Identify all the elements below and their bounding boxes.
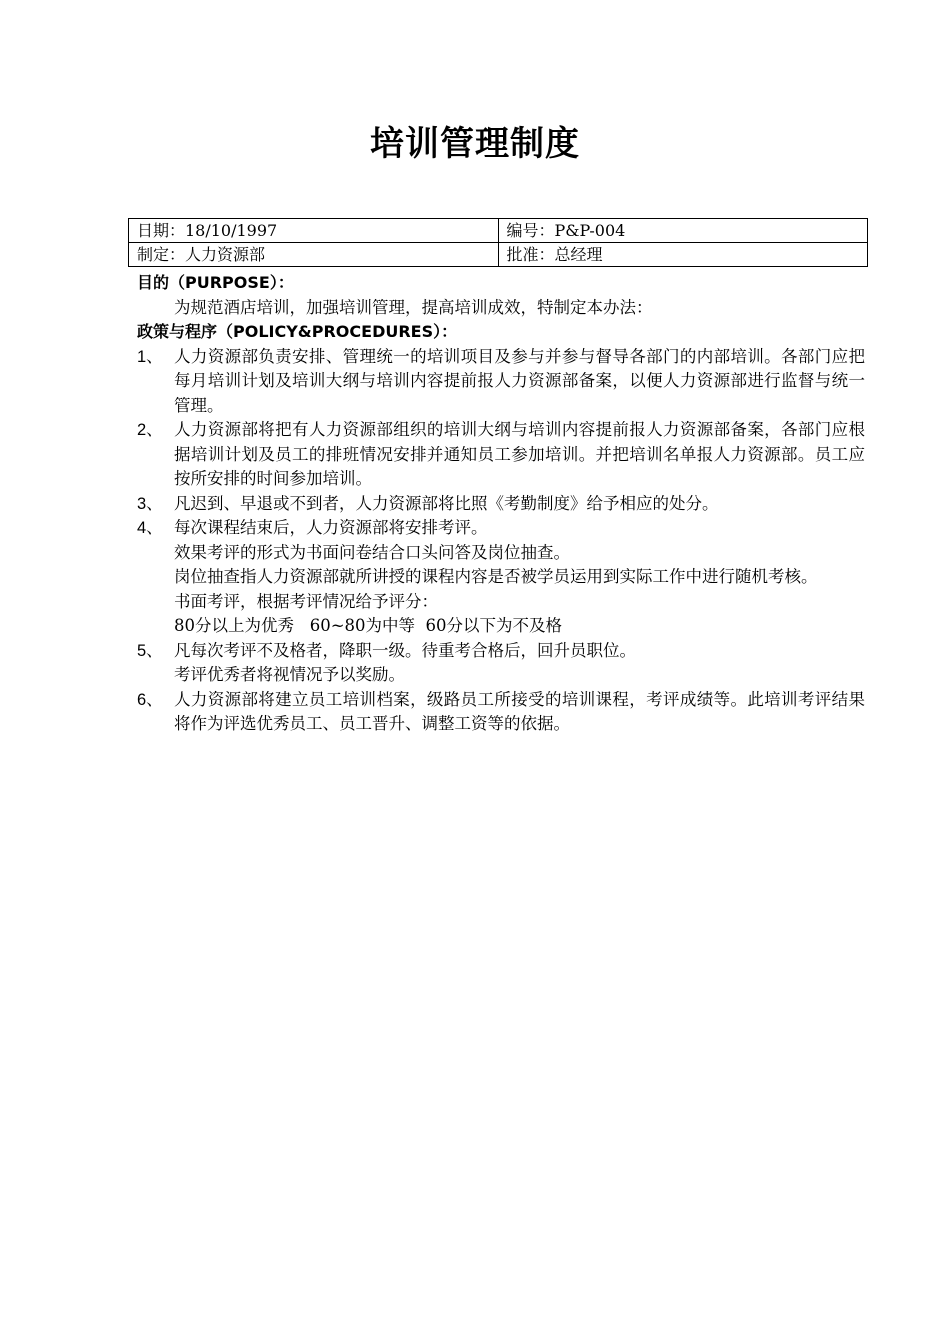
policy-item-3 (137, 492, 865, 517)
date-cell: 日期：18/10/1997 (129, 219, 499, 243)
prepared-by-cell: 制定：人力资源部 (129, 243, 499, 267)
purpose-text: 为规范酒店培训，加强培训管理，提高培训成效，特制定本办法： (174, 297, 653, 317)
purpose-heading: 目的（PURPOSE）： (137, 273, 294, 292)
policy-item-1 (137, 345, 865, 419)
item-number: 5、 (137, 641, 163, 660)
item-number: 4、 (137, 519, 163, 537)
meta-row (129, 243, 868, 267)
item-text: 每次课程结束后，人力资源部将安排考评。 (174, 518, 488, 537)
document-body (137, 271, 865, 737)
code-cell: 编号：P&P-004 (498, 219, 868, 243)
item-4-sub-2: 岗位抽查指人力资源部就所讲授的课程内容是否被学员运用到实际工作中进行随机考核。 (174, 567, 818, 586)
item-5-sub-1: 考评优秀者将视情况予以奖励。 (174, 665, 405, 684)
document-meta-table (128, 218, 868, 267)
item-4-sub-1: 效果考评的形式为书面问卷结合口头问答及岗位抽查。 (174, 542, 570, 562)
item-text: 人力资源部负责安排、管理统一的培训项目及参与并参与督导各部门的内部培训。各部门应把每月培训计划及培训大纲与培训内容提前报人力资源部备案，以便人力资源部进行监督与统一管理。 (174, 346, 865, 415)
item-text: 凡迟到、早退或不到者，人力资源部将比照《考勤制度》给予相应的处分。 (174, 493, 719, 513)
item-number: 6、 (137, 690, 163, 709)
item-number: 3、 (137, 494, 163, 513)
score-criteria: 80分以上为优秀 60~80为中等 60分以下为不及格 (174, 616, 563, 635)
policy-heading: 政策与程序（POLICY&PROCEDURES）： (137, 322, 458, 341)
item-text: 人力资源部将把有人力资源部组织的培训大纲与培训内容提前报人力资源部备案，各部门应根据培训计划及员工的排班情况安排并通知员工参加培训。并把培训名单报人力资源部。员工应按所安排的时间参加培训。 (174, 420, 865, 488)
meta-row (129, 219, 868, 243)
item-number: 2、 (137, 421, 163, 439)
item-text: 人力资源部将建立员工培训档案，级路员工所接受的培训课程，考评成绩等。此培训考评结果将作为评选优秀员工、员工晋升、调整工资等的依据。 (174, 689, 865, 733)
item-4-sub-3: 书面考评，根据考评情况给予评分： (174, 591, 438, 611)
item-text: 凡每次考评不及格者，降职一级。待重考合格后，回升员职位。 (174, 640, 636, 660)
document-title: 培训管理制度 (370, 124, 580, 164)
policy-item-5 (137, 639, 865, 664)
item-number: 1、 (137, 347, 163, 366)
policy-item-2 (137, 418, 865, 492)
policy-item-4 (137, 516, 865, 541)
policy-item-6 (137, 688, 865, 737)
approved-by-cell: 批准：总经理 (498, 243, 868, 267)
